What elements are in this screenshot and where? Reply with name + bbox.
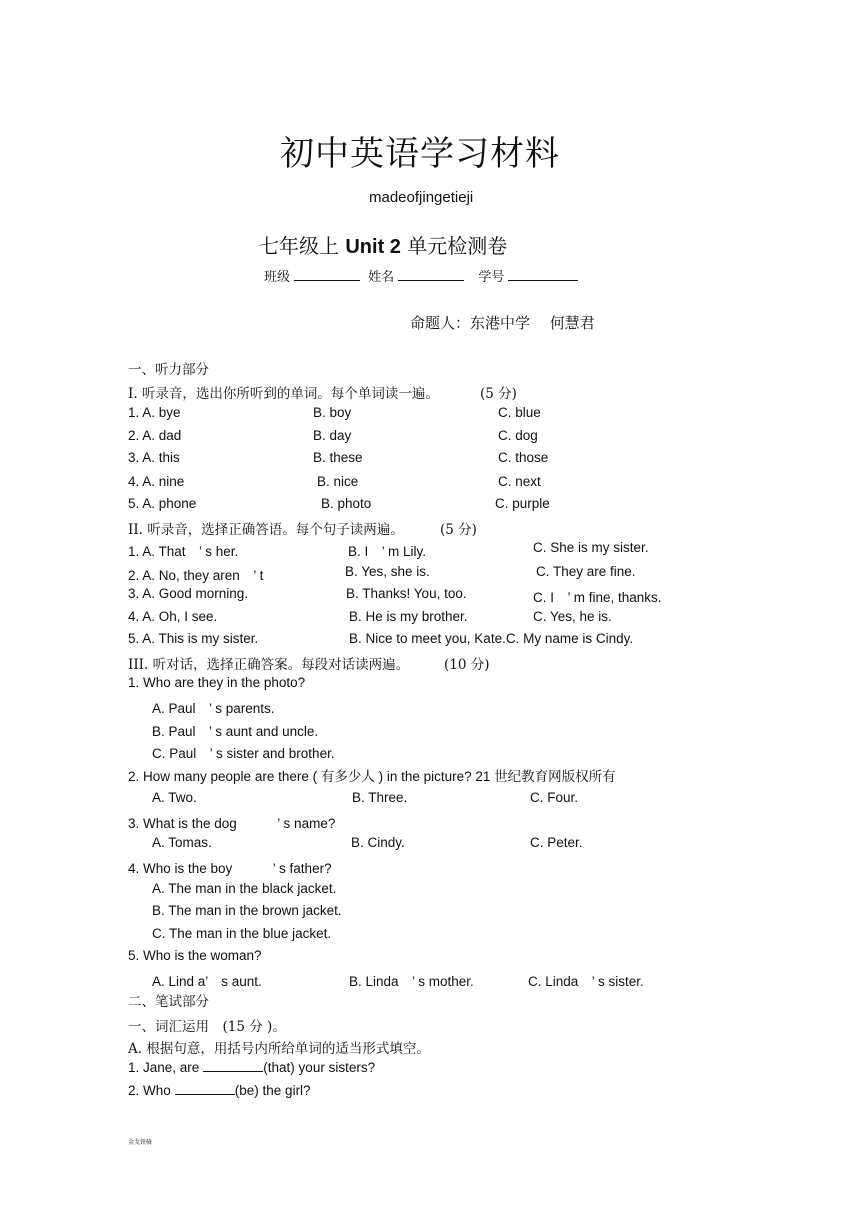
fill-q1-blank	[203, 1058, 263, 1072]
fill-q2-pre: 2. Who	[128, 1083, 171, 1098]
sec3-q5-a: A. Lind a’ s aunt.	[152, 974, 262, 989]
sec3-q3: 3. What is the dog ’ s name?	[128, 816, 336, 831]
sec2-q3-c: C. I ’ m fine, thanks.	[533, 590, 662, 605]
footer-mark: 金戈铁骑	[128, 1139, 153, 1146]
sec2-q3-b: B. Thanks! You, too.	[346, 586, 467, 601]
vocab-instruction: A. 根据句意，用括号内所给单词的适当形式填空。	[128, 1041, 430, 1057]
test-title	[259, 230, 507, 259]
sec2-title: II. 听录音，选择正确答语。每个句子读两遍。	[128, 522, 404, 538]
sec1-q4-c: C. next	[498, 474, 541, 489]
sec1-q3-c: C. those	[498, 450, 549, 465]
fill-q1-post: (that) your sisters?	[263, 1060, 376, 1075]
sec3-title: III. 听对话，选择正确答案。每段对话读两遍。	[128, 657, 410, 673]
sec3-q5: 5. Who is the woman?	[128, 948, 262, 963]
author-line: 命题人：东港中学 何慧君	[410, 314, 595, 332]
sec2-q2-c: C. They are fine.	[536, 564, 636, 579]
sec2-score: (5 分)	[440, 522, 477, 538]
sec1-q1-b: B. boy	[313, 405, 352, 420]
sec1-q1-c: C. blue	[498, 405, 541, 420]
sec1-title: I. 听录音，选出你所听到的单词。每个单词读一遍。	[128, 386, 439, 402]
fill-q2-post: (be) the girl?	[234, 1083, 311, 1098]
sec2-q2-b: B. Yes, she is.	[345, 564, 430, 579]
test-title-pre: 七年级上	[259, 234, 339, 258]
sec2-q5-a: 5. A. This is my sister.	[128, 631, 259, 646]
sec3-q5-c: C. Linda ’ s sister.	[528, 974, 644, 989]
class-blank	[294, 267, 360, 281]
sec3-q2-a: A. Two.	[152, 790, 197, 805]
sec2-q5-bc: B. Nice to meet you, Kate.C. My name is Cindy.	[349, 631, 634, 646]
fill-q1	[128, 1058, 375, 1075]
sec1-q2-b: B. day	[313, 428, 352, 443]
sec3-q1: 1. Who are they in the photo?	[128, 675, 306, 690]
sec1-q5-b: B. photo	[321, 496, 372, 511]
sec2-q4-c: C. Yes, he is.	[533, 609, 612, 624]
sec1-q2-a: 2. A. dad	[128, 428, 182, 443]
part1-heading: 一、听力部分	[128, 362, 209, 378]
sec1-q5-a: 5. A. phone	[128, 496, 197, 511]
sec3-q2-b: B. Three.	[352, 790, 408, 805]
fill-q1-pre: 1. Jane, are	[128, 1060, 200, 1075]
sec2-q3-a: 3. A. Good morning.	[128, 586, 249, 601]
fill-q2	[128, 1081, 311, 1098]
test-title-unit: Unit 2	[345, 236, 401, 258]
sec2-q1-a: 1. A. That ’ s her.	[128, 544, 239, 559]
sec3-q4-a: A. The man in the black jacket.	[152, 881, 337, 896]
test-title-post: 单元检测卷	[407, 234, 508, 258]
sec2-q4-a: 4. A. Oh, I see.	[128, 609, 218, 624]
sec1-q5-c: C. purple	[495, 496, 550, 511]
sec3-q3-a: A. Tomas.	[152, 835, 212, 850]
sec3-q2-c: C. Four.	[530, 790, 579, 805]
sec3-q4: 4. Who is the boy ’ s father?	[128, 861, 332, 876]
sec3-q1-c: C. Paul ’ s sister and brother.	[152, 746, 335, 761]
id-blank	[508, 267, 578, 281]
part2-heading: 二、笔试部分	[128, 994, 209, 1010]
sec3-q1-a: A. Paul ’ s parents.	[152, 701, 275, 716]
sec3-score: (10 分)	[444, 657, 490, 673]
sec3-q4-b: B. The man in the brown jacket.	[152, 903, 342, 918]
vocab-title: 一、词汇运用 (15 分 )。	[128, 1019, 286, 1035]
sec2-q2-a: 2. A. No, they aren ’ t	[128, 568, 264, 583]
sec3-q1-b: B. Paul ’ s aunt and uncle.	[152, 724, 319, 739]
student-info-row	[264, 266, 582, 285]
fill-q2-blank	[175, 1081, 235, 1095]
sec1-q3-b: B. these	[313, 450, 363, 465]
document-title: 初中英语学习材料	[280, 134, 560, 174]
sec1-q1-a: 1. A. bye	[128, 405, 181, 420]
sec2-q1-c: C. She is my sister.	[533, 540, 649, 555]
sec1-q3-a: 3. A. this	[128, 450, 180, 465]
sec1-q4-b: B. nice	[317, 474, 359, 489]
sec3-q5-b: B. Linda ’ s mother.	[349, 974, 474, 989]
sec3-q2: 2. How many people are there ( 有多少人 ) in the picture? 21 世纪教育网版权所有	[128, 769, 616, 784]
id-label: 学号	[478, 270, 505, 285]
sec3-q3-c: C. Peter.	[530, 835, 583, 850]
sec1-q4-a: 4. A. nine	[128, 474, 185, 489]
sec3-q4-c: C. The man in the blue jacket.	[152, 926, 332, 941]
document-subtitle: madeofjingetieji	[369, 189, 474, 206]
sec2-q4-b: B. He is my brother.	[349, 609, 468, 624]
name-blank	[398, 267, 464, 281]
name-label: 姓名	[368, 270, 395, 285]
class-label: 班级	[264, 270, 291, 285]
sec1-score: (5 分)	[480, 386, 517, 402]
sec3-q3-b: B. Cindy.	[351, 835, 405, 850]
sec1-q2-c: C. dog	[498, 428, 538, 443]
sec2-q1-b: B. I ’ m Lily.	[348, 544, 427, 559]
